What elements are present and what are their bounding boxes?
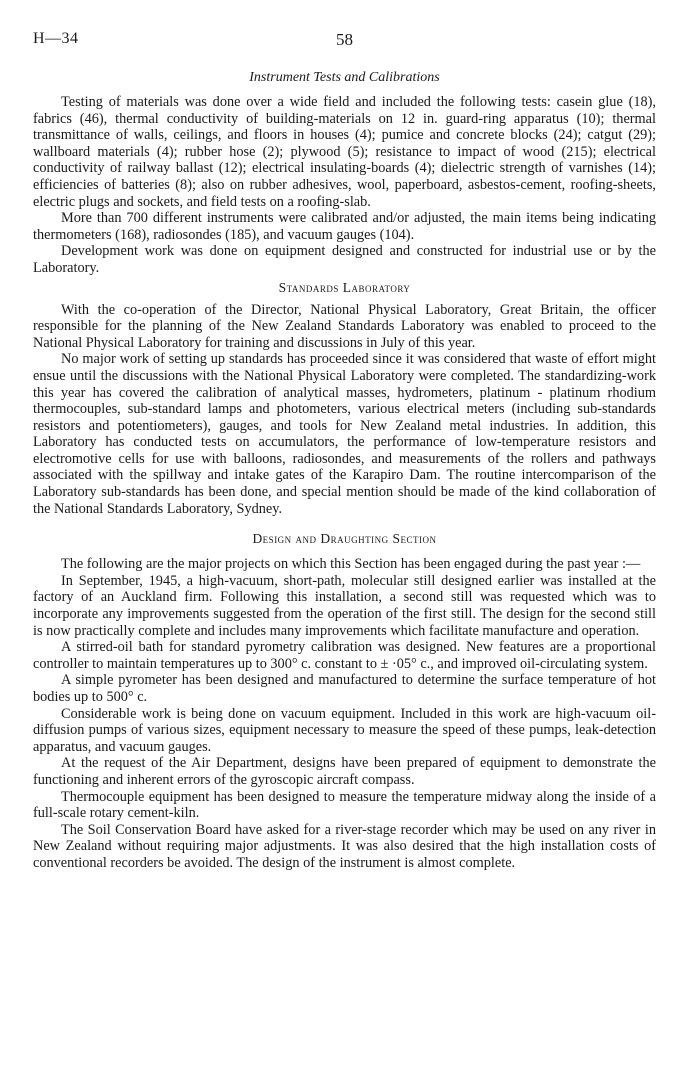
paragraph: With the co-operation of the Director, National Physical Laboratory, Great Britain, the officer responsible for the planning of the New Zealand Standards Laboratory was enabled to proceed to the National Physical Laboratory for training and discussions in July of this year. — [33, 301, 656, 351]
paragraph: A stirred-oil bath for standard pyrometry calibration was designed. New features are a proportional controller to maintain temperatures up to 300° c. constant to ± ·05° c., and improved oil-circulating system. — [33, 639, 656, 672]
paragraph: Testing of materials was done over a wide field and included the following tests: casein glue (18), fabrics (46), thermal conductivity of building-materials on 12 in. guard-ring apparatus (10); thermal transmittance of walls, ceilings, and floors in houses (4); pumice and concrete blocks (24); catgut (29); wallboard materials (4); rubber hose (2); plywood (5); resistance to impact of wood (215); electrical conductivity of railway ballast (12); electrical insulating-boards (4); dielectric strength of varnishes (14); efficiencies of batteries (8); also on rubber adhesives, wool, paperboard, asbestos-cement, roofing-sheets, electric plugs and sockets, and field tests on a roofing-slab. — [33, 94, 656, 210]
instrument-tests-heading: Instrument Tests and Calibrations — [249, 70, 440, 85]
paragraph: Development work was done on equipment designed and constructed for industrial use or by the Laboratory. — [33, 243, 656, 276]
page-header — [33, 30, 656, 52]
paragraph: At the request of the Air Department, designs have been prepared of equipment to demonstrate the functioning and inherent errors of the gyroscopic aircraft compass. — [33, 755, 656, 788]
paragraph: The following are the major projects on which this Section has been engaged during the past year :— — [61, 556, 641, 573]
paragraph: In September, 1945, a high-vacuum, short-path, molecular still designed earlier was installed at the factory of an Auckland firm. Following this installation, a second still was requested which was to incorporate any improvements suggested from the operation of the first still. The design for the second still is now practically complete and includes many improvements which facilitate manufacture and operation. — [33, 572, 656, 639]
paragraph: Considerable work is being done on vacuum equipment. Included in this work are high-vacuum oil-diffusion pumps of various sizes, equipment necessary to measure the speed of these pumps, leak-detection apparatus, and vacuum gauges. — [33, 705, 656, 755]
standards-laboratory-heading: Standards Laboratory — [278, 279, 411, 295]
paragraph: More than 700 different instruments were calibrated and/or adjusted, the main items being indicating thermometers (168), radiosondes (185), and vacuum gauges (104). — [33, 210, 656, 243]
paragraph: A simple pyrometer has been designed and manufactured to determine the surface temperature of hot bodies up to 500° c. — [33, 672, 656, 705]
page-content — [33, 70, 656, 872]
page-number: 58 — [336, 30, 353, 49]
paragraph: Thermocouple equipment has been designed to measure the temperature midway along the inside of a full-scale rotary cement-kiln. — [33, 788, 656, 822]
paragraph: No major work of setting up standards has proceeded since it was considered that waste of effort might ensue until the discussions with the National Physical Laboratory were completed. The standardizing-work this year has covered the calibration of analytical masses, hydrometers, platinum - platinum rhodium thermocouples, sub-standard lamps and photometers, various electrical meters (including sub-standards resistors and potentiometers), gauges, and tools for New Zealand metal industries. In addition, this Laboratory has conducted tests on accumulators, the performance of low-temperature resistors and electromotive cells for use with balloons, radiosondes, and measurements of the rollers and pathways associated with the spillway and intake gates of the Karapiro Dam. The routine intercomparison of the Laboratory sub-standards has been done, and special mention should be made of the kind collaboration of the National Standards Laboratory, Sydney. — [33, 351, 656, 517]
document-code: H—34 — [33, 30, 79, 47]
paragraph: The Soil Conservation Board have asked for a river-stage recorder which may be used on any river in New Zealand without requiring major adjustments. It was also desired that the high installation costs of conventional recorders be avoided. The design of the instrument is almost complete. — [33, 821, 656, 871]
design-draughting-heading: Design and Draughting Section — [252, 531, 437, 547]
